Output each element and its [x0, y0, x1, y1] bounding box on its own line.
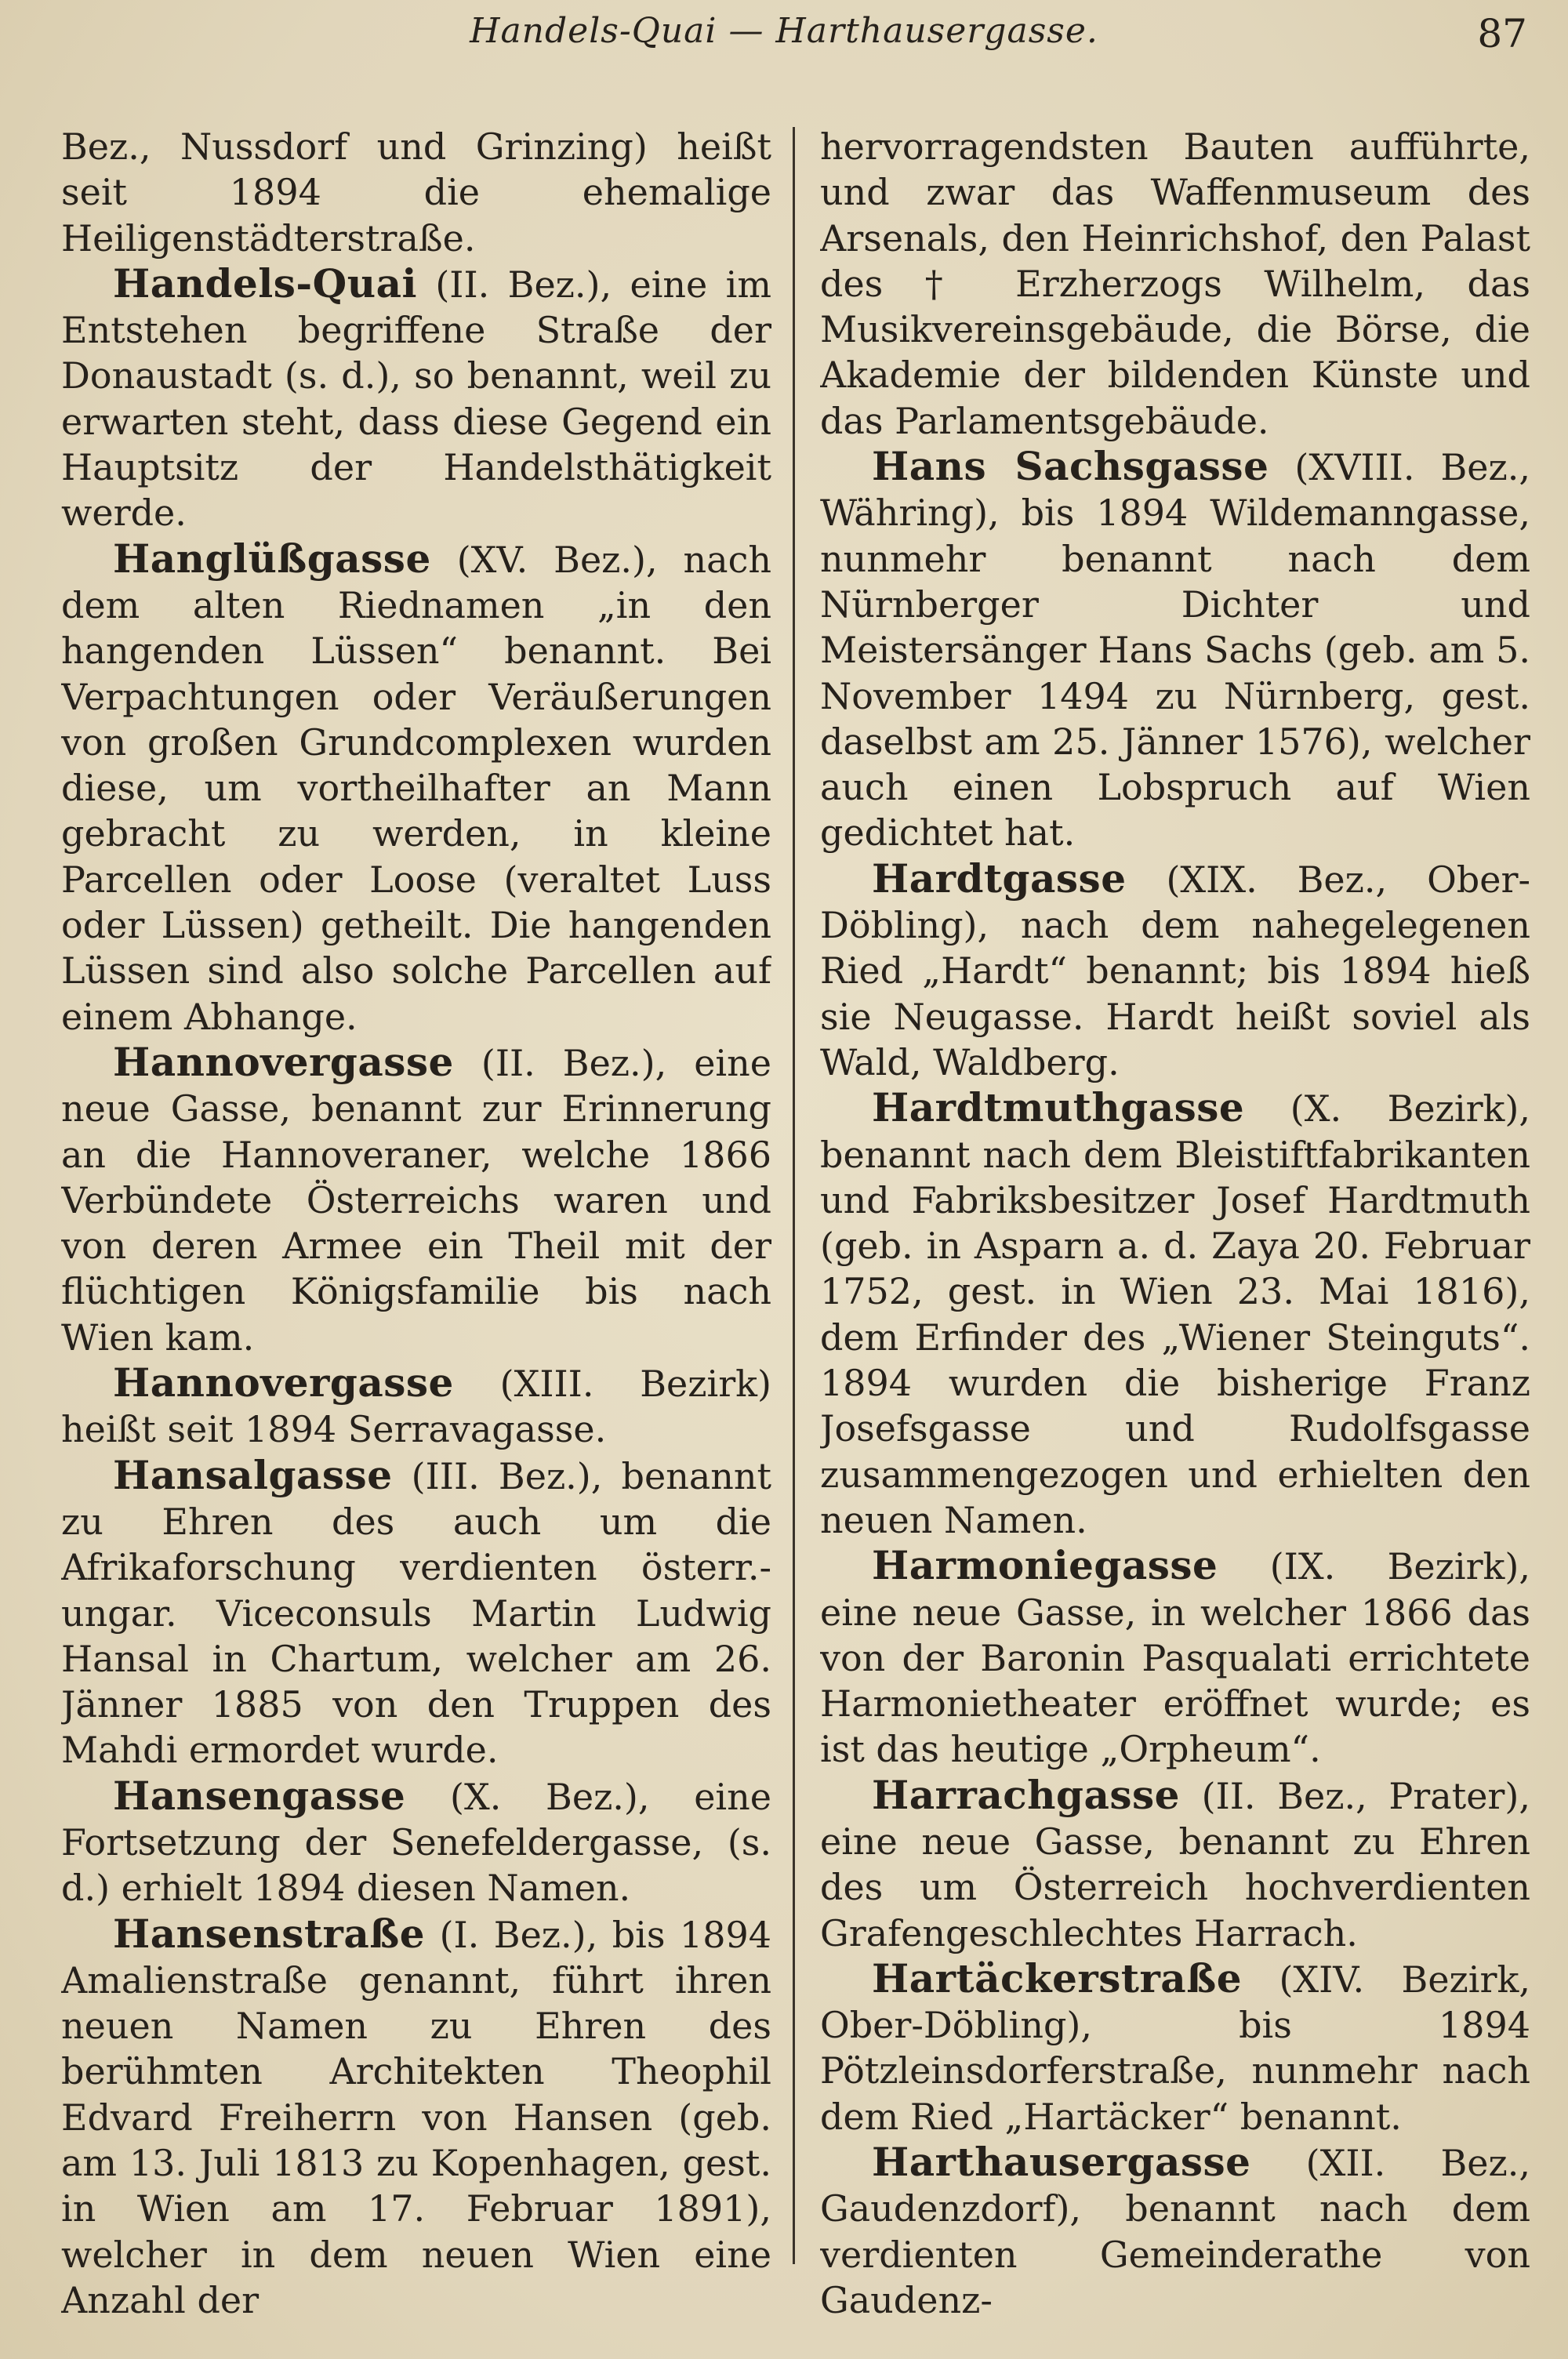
- entry-text: (XIX. Bez., Ober-Döbling), nach dem nahegelegenen Ried „Hardt“ benannt; bis 1894 hieß sie Neugasse. Hardt heißt soviel als Wald, Waldberg.: [820, 858, 1530, 1083]
- entry-text: (XVIII. Bez., Währing), bis 1894 Wildemanngasse, nunmehr benannt nach dem Nürnberger Dichter und Meistersänger Hans Sachs (geb. am 5. November 1494 zu Nürnberg, gest. daselbst am 25. Jänner 1576), welcher auch einen Lobspruch auf Wien gedichtet hat.: [820, 446, 1530, 855]
- entry-harrachgasse: [820, 1773, 1530, 1956]
- entry-headword: Harmoniegasse: [872, 1542, 1218, 1589]
- entry-text: (XIV. Bezirk, Ober-Döbling), bis 1894 Pötzleinsdorferstraße, nunmehr nach dem Ried „Hartäcker“ benannt.: [820, 1958, 1530, 2138]
- entry-continuation: [820, 124, 1530, 444]
- left-column: [61, 124, 771, 2343]
- entry-text: (XV. Bez.), nach dem alten Riednamen „in den hangenden Lüssen“ benannt. Bei Verpachtungen oder Veräußerungen von großen Grundcomplexen wurden diese, um vortheilhafter an Mann gebracht zu werden, in kleine Parcellen oder Loose (veraltet Luss oder Lüssen) getheilt. Die hangenden Lüssen sind also solche Parcellen auf einem Abhange.: [61, 538, 771, 1038]
- entry-headword: Hannovergasse: [113, 1359, 454, 1406]
- entry-hanglussgasse: [61, 536, 771, 1040]
- entry-text: (II. Bez.), eine neue Gasse, benannt zur Erinnerung an die Hannoveraner, welche 1866 Verbündete Österreichs waren und von deren Armee ein Theil mit der flüchtigen Königsfamilie bis nach Wien kam.: [61, 1041, 771, 1359]
- entry-hardtgasse: [820, 856, 1530, 1085]
- right-column: [820, 124, 1530, 2343]
- entry-harthausergasse: [820, 2139, 1530, 2323]
- entry-headword: Hansenstraße: [113, 1910, 426, 1957]
- running-title: Handels-Quai — Harthausergasse.: [470, 11, 1098, 51]
- entry-headword: Hardtmuthgasse: [872, 1084, 1245, 1131]
- entry-hans-sachsgasse: [820, 444, 1530, 856]
- page-number: 87: [1477, 11, 1527, 56]
- entry-text: (II. Bez., Prater), eine neue Gasse, benannt zu Ehren des um Österreich hochverdienten Grafengeschlechtes Harrach.: [820, 1774, 1530, 1954]
- entry-headword: Hans Sachsgasse: [872, 443, 1269, 490]
- entry-headword: Hartäckerstraße: [872, 1954, 1243, 2002]
- entry-headword: Handels-Quai: [113, 259, 417, 307]
- entry-text: (I. Bez.), bis 1894 Amalienstraße genannt, führt ihren neuen Namen zu Ehren des berühmten Architekten Theophil Edvard Freiherrn von Hansen (geb. am 13. Juli 1813 zu Kopenhagen, gest. in Wien am 17. Februar 1891), welcher in dem neuen Wien eine Anzahl der: [61, 1913, 771, 2321]
- entry-headword: Hardtgasse: [872, 855, 1127, 902]
- entry-headword: Harrachgasse: [872, 1771, 1180, 1818]
- entry-text: (III. Bez.), benannt zu Ehren des auch um die Afrikaforschung verdienten österr.-ungar. Viceconsuls Martin Ludwig Hansal in Chartum, welcher am 26. Jänner 1885 von den Truppen des Mahdi ermordet wurde.: [61, 1454, 771, 1772]
- entry-text: (X. Bezirk), benannt nach dem Bleistiftfabrikanten und Fabriksbesitzer Josef Hardtmuth (geb. in Asparn a. d. Zaya 20. Februar 1752, gest. in Wien 23. Mai 1816), dem Erfinder des „Wiener Steinguts“. 1894 wurden die bisherige Franz Josefsgasse und Rudolfsgasse zusammengezogen und erhielten den neuen Namen.: [820, 1087, 1530, 1541]
- entry-headword: Hansalgasse: [113, 1451, 393, 1498]
- entry-text: (IX. Bezirk), eine neue Gasse, in welcher 1866 das von der Baronin Pasqualati errichtete Harmonietheater eröffnet wurde; es ist das heutige „Orpheum“.: [820, 1545, 1530, 1771]
- entry-hansalgasse: [61, 1453, 771, 1773]
- entry-harmoniegasse: [820, 1543, 1530, 1772]
- entry-text: (II. Bez.), eine im Entstehen begriffene Straße der Donaustadt (s. d.), so benannt, weil zu erwarten steht, dass diese Gegend ein Hauptsitz der Handelsthätigkeit werde.: [61, 263, 771, 535]
- entry-hannovergasse-ii: [61, 1040, 771, 1360]
- entry-hannovergasse-xiii: [61, 1360, 771, 1453]
- entry-text: (XIII. Bezirk) heißt seit 1894 Serravagasse.: [61, 1363, 771, 1451]
- running-head: [0, 11, 1568, 66]
- entry-text: hervorragendsten Bauten aufführte, und zwar das Waffenmuseum des Arsenals, den Heinrichshof, den Palast des † Erzherzogs Wilhelm, das Musikvereinsgebäude, die Börse, die Akademie der bildenden Künste und das Parlamentsgebäude.: [820, 125, 1530, 442]
- entry-hardtmuthgasse: [820, 1085, 1530, 1543]
- entry-hansenstrasse: [61, 1911, 771, 2324]
- entry-headword: Hannovergasse: [113, 1038, 454, 1085]
- entry-continuation: [61, 124, 771, 261]
- entry-text: (X. Bez.), eine Fortsetzung der Senefeldergasse, (s. d.) erhielt 1894 diesen Namen.: [61, 1775, 771, 1910]
- entry-headword: Hanglüßgasse: [113, 535, 431, 582]
- entry-headword: Harthausergasse: [872, 2139, 1251, 2186]
- entry-hartaeckerstrasse: [820, 1956, 1530, 2139]
- entry-text: (XII. Bez., Gaudenzdorf), benannt nach dem verdienten Gemeinderathe von Gaudenz-: [820, 2142, 1530, 2321]
- entry-headword: Hansengasse: [113, 1772, 406, 1819]
- entry-text: Bez., Nussdorf und Grinzing) heißt seit 1894 die ehemalige Heiligenstädterstraße.: [61, 125, 771, 259]
- entry-handels-quai: [61, 261, 771, 536]
- entry-hansengasse: [61, 1773, 771, 1911]
- column-divider: [793, 127, 795, 2264]
